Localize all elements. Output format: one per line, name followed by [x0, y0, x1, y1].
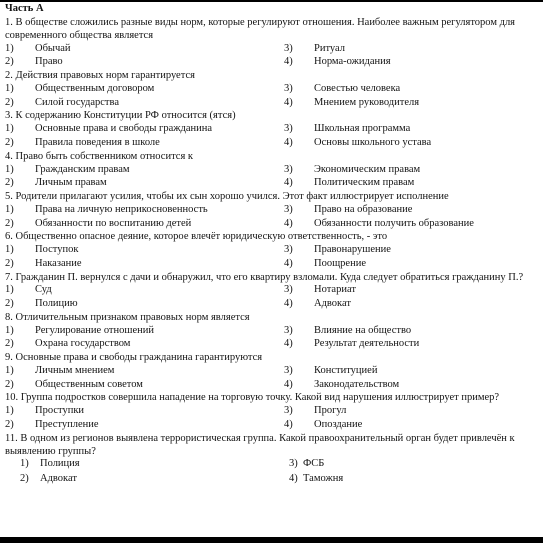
- option-number: 1): [20, 458, 29, 470]
- option-number: 2): [5, 378, 14, 390]
- option-number: 3): [284, 244, 293, 256]
- question-3: [5, 110, 538, 150]
- option-row: [5, 298, 538, 312]
- option-number: 2): [5, 177, 14, 189]
- option-text: Общественным договором: [35, 83, 155, 94]
- option-text: Адвокат: [314, 298, 351, 310]
- option-text: Личным мнением: [35, 364, 115, 376]
- option-text: Политическим правам: [314, 177, 415, 189]
- question-text: 3. К содержанию Конституции РФ относится (ятся): [5, 110, 236, 122]
- option-text: Силой государства: [35, 96, 120, 108]
- option-number: 2): [5, 338, 14, 350]
- question-8: [5, 312, 538, 352]
- option-number: 1): [5, 364, 14, 376]
- question-6: [5, 231, 538, 271]
- option-text: Норма-ожидания: [314, 56, 391, 68]
- option-row: [5, 473, 538, 488]
- option-number: 4): [284, 136, 293, 148]
- option-row: [5, 43, 538, 57]
- question-text: 6. Общественно опасное деяние, которое влечёт юридическую ответственность, - это: [5, 231, 388, 243]
- part-title: Часть А: [5, 3, 44, 14]
- option-text: Обязанности по воспитанию детей: [35, 217, 192, 229]
- question-text: 9. Основные права и свободы гражданина гарантируются: [5, 352, 263, 364]
- option-text: Личным правам: [35, 177, 107, 189]
- option-text: Право: [35, 56, 63, 68]
- option-number: 2): [5, 217, 14, 229]
- option-number: 2): [20, 472, 29, 484]
- option-number: 1): [5, 324, 14, 336]
- option-text: Проступки: [35, 405, 85, 417]
- option-row: [5, 325, 538, 339]
- question-7: [5, 272, 538, 312]
- option-text: Гражданским правам: [35, 163, 130, 175]
- option-row: [5, 284, 538, 298]
- option-number: 2): [5, 96, 14, 108]
- option-text: Основы школьного устава: [314, 136, 432, 148]
- option-text: Полиция: [40, 458, 80, 470]
- test-page: [5, 2, 538, 487]
- option-number: 3): [289, 458, 298, 470]
- option-text: Поощрение: [314, 257, 366, 269]
- option-text: Регулирование отношений: [35, 324, 154, 336]
- question-10: [5, 392, 538, 432]
- option-text: Правила поведения в школе: [35, 136, 160, 148]
- option-row: [5, 123, 538, 137]
- option-text: Ритуал: [314, 42, 346, 54]
- option-text: Результат деятельности: [314, 338, 420, 350]
- option-row: [5, 137, 538, 151]
- option-text: Наказание: [35, 257, 82, 269]
- option-number: 1): [5, 163, 14, 175]
- option-text: ФСБ: [303, 458, 325, 470]
- option-number: 1): [5, 203, 14, 215]
- option-text: Общественным советом: [35, 378, 143, 390]
- option-text: Охрана государством: [35, 338, 131, 350]
- option-number: 4): [284, 56, 293, 68]
- bottom-border: [0, 537, 543, 543]
- question-text: 4. Право быть собственником относится к: [5, 150, 194, 162]
- option-row: [5, 244, 538, 258]
- option-text: Влияние на общество: [314, 324, 412, 336]
- option-row: [5, 258, 538, 272]
- question-4: [5, 151, 538, 191]
- option-text: Преступление: [35, 418, 99, 430]
- option-row: [5, 83, 538, 97]
- option-text: Основные права и свободы гражданина: [35, 123, 213, 135]
- question-text: 5. Родители прилагают усилия, чтобы их сын хорошо учился. Этот факт иллюстрирует исполнение: [5, 190, 449, 202]
- option-text: Мнением руководителя: [314, 96, 420, 108]
- option-text: Таможня: [303, 472, 344, 484]
- option-number: 4): [284, 298, 293, 310]
- question-5: [5, 191, 538, 231]
- option-text: Законодательством: [314, 378, 400, 390]
- question-list: [5, 17, 538, 488]
- option-row: [5, 204, 538, 218]
- option-text: Право на образование: [314, 203, 413, 215]
- option-number: 2): [5, 56, 14, 68]
- question-9: [5, 352, 538, 392]
- question-2: [5, 70, 538, 110]
- option-row: [5, 56, 538, 70]
- option-text: Конституцией: [314, 364, 378, 376]
- option-number: 3): [284, 284, 293, 296]
- option-text: Школьная программа: [314, 123, 411, 135]
- option-number: 3): [284, 203, 293, 215]
- option-number: 1): [5, 83, 14, 94]
- option-number: 2): [5, 418, 14, 430]
- option-row: [5, 458, 538, 473]
- option-row: [5, 379, 538, 393]
- option-text: Полицию: [35, 298, 78, 310]
- option-text: Поступок: [35, 244, 79, 256]
- option-number: 1): [5, 123, 14, 135]
- option-number: 4): [284, 418, 293, 430]
- question-text: 1. В обществе сложились разные виды норм, которые регулируют отношения. Наиболее важным регулятором для современного общества является: [5, 16, 516, 41]
- question-11: [5, 433, 538, 488]
- option-row: [5, 97, 538, 111]
- option-number: 1): [5, 284, 14, 296]
- option-number: 3): [284, 405, 293, 417]
- option-number: 1): [5, 244, 14, 256]
- option-text: Экономическим правам: [314, 163, 421, 175]
- option-text: Совестью человека: [314, 83, 401, 94]
- option-number: 1): [5, 42, 14, 54]
- option-number: 3): [284, 83, 293, 94]
- option-text: Правонарушение: [314, 244, 391, 256]
- option-row: [5, 338, 538, 352]
- option-text: Суд: [35, 284, 52, 296]
- option-number: 3): [284, 324, 293, 336]
- option-text: Прогул: [314, 405, 347, 417]
- option-row: [5, 177, 538, 191]
- option-number: 4): [289, 472, 298, 484]
- option-row: [5, 164, 538, 178]
- option-text: Обычай: [35, 42, 71, 54]
- option-row: [5, 218, 538, 232]
- option-number: 3): [284, 42, 293, 54]
- option-number: 2): [5, 298, 14, 310]
- option-number: 4): [284, 177, 293, 189]
- question-text: 11. В одном из регионов выявлена террористическая группа. Какой правоохранительный орган будет привлечён к выявлению группы?: [5, 432, 515, 457]
- option-text: Нотариат: [314, 284, 356, 296]
- option-number: 4): [284, 378, 293, 390]
- option-number: 4): [284, 338, 293, 350]
- option-number: 2): [5, 257, 14, 269]
- option-row: [5, 405, 538, 419]
- option-text: Права на личную неприкосновенность: [35, 203, 208, 215]
- option-number: 4): [284, 217, 293, 229]
- option-row: [5, 419, 538, 433]
- option-text: Обязанности получить образование: [314, 217, 474, 229]
- question-1: [5, 17, 538, 70]
- option-number: 4): [284, 96, 293, 108]
- option-number: 4): [284, 257, 293, 269]
- question-text: 8. Отличительным признаком правовых норм является: [5, 311, 250, 323]
- question-text: 2. Действия правовых норм гарантируется: [5, 70, 195, 82]
- option-number: 3): [284, 123, 293, 135]
- option-row: [5, 365, 538, 379]
- option-number: 3): [284, 364, 293, 376]
- question-text: 10. Группа подростков совершила нападение на торговую точку. Какой вид нарушения иллюстрирует пример?: [5, 392, 500, 404]
- option-text: Опоздание: [314, 418, 363, 430]
- option-number: 2): [5, 136, 14, 148]
- option-number: 1): [5, 405, 14, 417]
- option-number: 3): [284, 163, 293, 175]
- option-text: Адвокат: [40, 472, 77, 484]
- question-text: 7. Гражданин П. вернулся с дачи и обнаружил, что его квартиру взломали. Куда следует обратиться гражданину П.?: [5, 271, 524, 283]
